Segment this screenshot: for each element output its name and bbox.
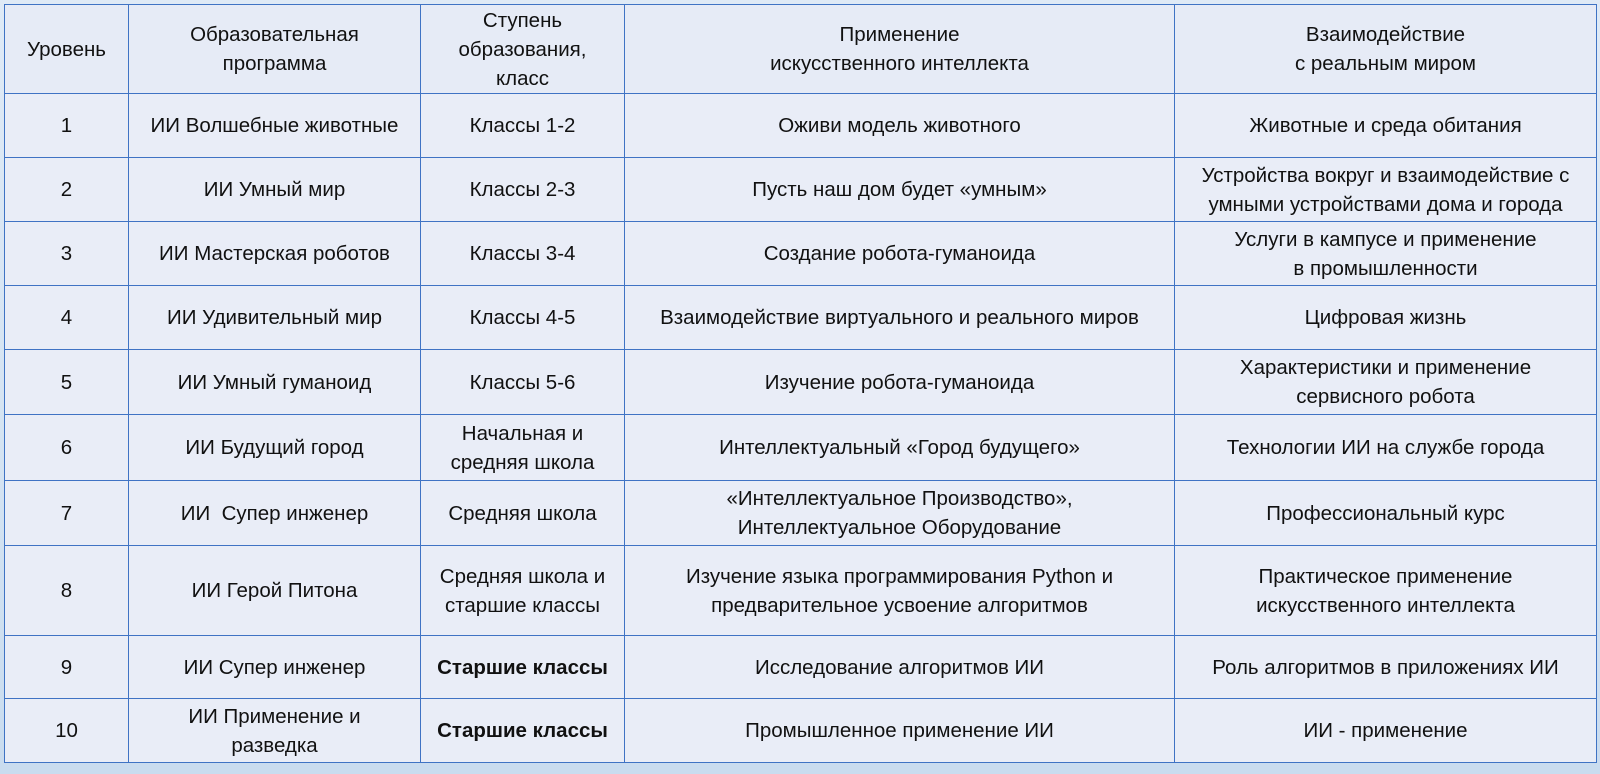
cell-world: Животные и среда обитания (1175, 94, 1597, 158)
table-row (5, 546, 1597, 636)
cell-ai: Взаимодействие виртуального и реального миров (625, 286, 1175, 350)
cell-stage: Средняя школа и старшие классы (421, 546, 625, 636)
cell-level: 6 (5, 415, 129, 481)
header-program: Образовательная программа (129, 5, 421, 94)
header-level: Уровень (5, 5, 129, 94)
cell-program: ИИ Умный мир (129, 158, 421, 222)
cell-program: ИИ Будущий город (129, 415, 421, 481)
cell-ai: Изучение робота-гуманоида (625, 350, 1175, 415)
cell-ai: Изучение языка программирования Python и предварительное усвоение алгоритмов (625, 546, 1175, 636)
header-ai-application: Применение искусственного интеллекта (625, 5, 1175, 94)
cell-stage: Старшие классы (421, 636, 625, 699)
cell-stage: Средняя школа (421, 481, 625, 546)
cell-world: Технологии ИИ на службе города (1175, 415, 1597, 481)
table-row (5, 350, 1597, 415)
cell-program: ИИ Умный гуманоид (129, 350, 421, 415)
table-row (5, 415, 1597, 481)
cell-world: Характеристики и применение сервисного робота (1175, 350, 1597, 415)
cell-stage: Начальная и средняя школа (421, 415, 625, 481)
cell-world: Услуги в кампусе и применение в промышленности (1175, 222, 1597, 286)
cell-ai: Оживи модель животного (625, 94, 1175, 158)
cell-world: Роль алгоритмов в приложениях ИИ (1175, 636, 1597, 699)
cell-stage: Классы 1-2 (421, 94, 625, 158)
cell-stage: Классы 4-5 (421, 286, 625, 350)
cell-ai: Исследование алгоритмов ИИ (625, 636, 1175, 699)
cell-world: Цифровая жизнь (1175, 286, 1597, 350)
cell-ai: Промышленное применение ИИ (625, 699, 1175, 763)
cell-program: ИИ Применение и разведка (129, 699, 421, 763)
cell-level: 9 (5, 636, 129, 699)
cell-level: 1 (5, 94, 129, 158)
header-row (5, 5, 1597, 94)
cell-level: 3 (5, 222, 129, 286)
cell-stage: Старшие классы (421, 699, 625, 763)
cell-program: ИИ Удивительный мир (129, 286, 421, 350)
table-row (5, 286, 1597, 350)
table-row (5, 158, 1597, 222)
cell-stage: Классы 3-4 (421, 222, 625, 286)
table-row (5, 636, 1597, 699)
cell-level: 10 (5, 699, 129, 763)
cell-ai: Интеллектуальный «Город будущего» (625, 415, 1175, 481)
table-row (5, 481, 1597, 546)
cell-stage: Классы 2-3 (421, 158, 625, 222)
cell-level: 4 (5, 286, 129, 350)
cell-level: 2 (5, 158, 129, 222)
cell-program: ИИ Герой Питона (129, 546, 421, 636)
cell-stage: Классы 5-6 (421, 350, 625, 415)
cell-program: ИИ Мастерская роботов (129, 222, 421, 286)
cell-program: ИИ Волшебные животные (129, 94, 421, 158)
table-row (5, 222, 1597, 286)
curriculum-table (4, 4, 1597, 763)
cell-ai: Создание робота-гуманоида (625, 222, 1175, 286)
cell-world: Устройства вокруг и взаимодействие с умными устройствами дома и города (1175, 158, 1597, 222)
table-row (5, 94, 1597, 158)
table-row (5, 699, 1597, 763)
header-stage: Ступень образования, класс (421, 5, 625, 94)
cell-world: Практическое применение искусственного интеллекта (1175, 546, 1597, 636)
cell-program: ИИ Супер инженер (129, 636, 421, 699)
cell-level: 5 (5, 350, 129, 415)
cell-level: 7 (5, 481, 129, 546)
cell-ai: Пусть наш дом будет «умным» (625, 158, 1175, 222)
header-real-world: Взаимодействие с реальным миром (1175, 5, 1597, 94)
cell-program: ИИ Супер инженер (129, 481, 421, 546)
cell-ai: «Интеллектуальное Производство», Интеллектуальное Оборудование (625, 481, 1175, 546)
cell-level: 8 (5, 546, 129, 636)
cell-world: ИИ - применение (1175, 699, 1597, 763)
cell-world: Профессиональный курс (1175, 481, 1597, 546)
